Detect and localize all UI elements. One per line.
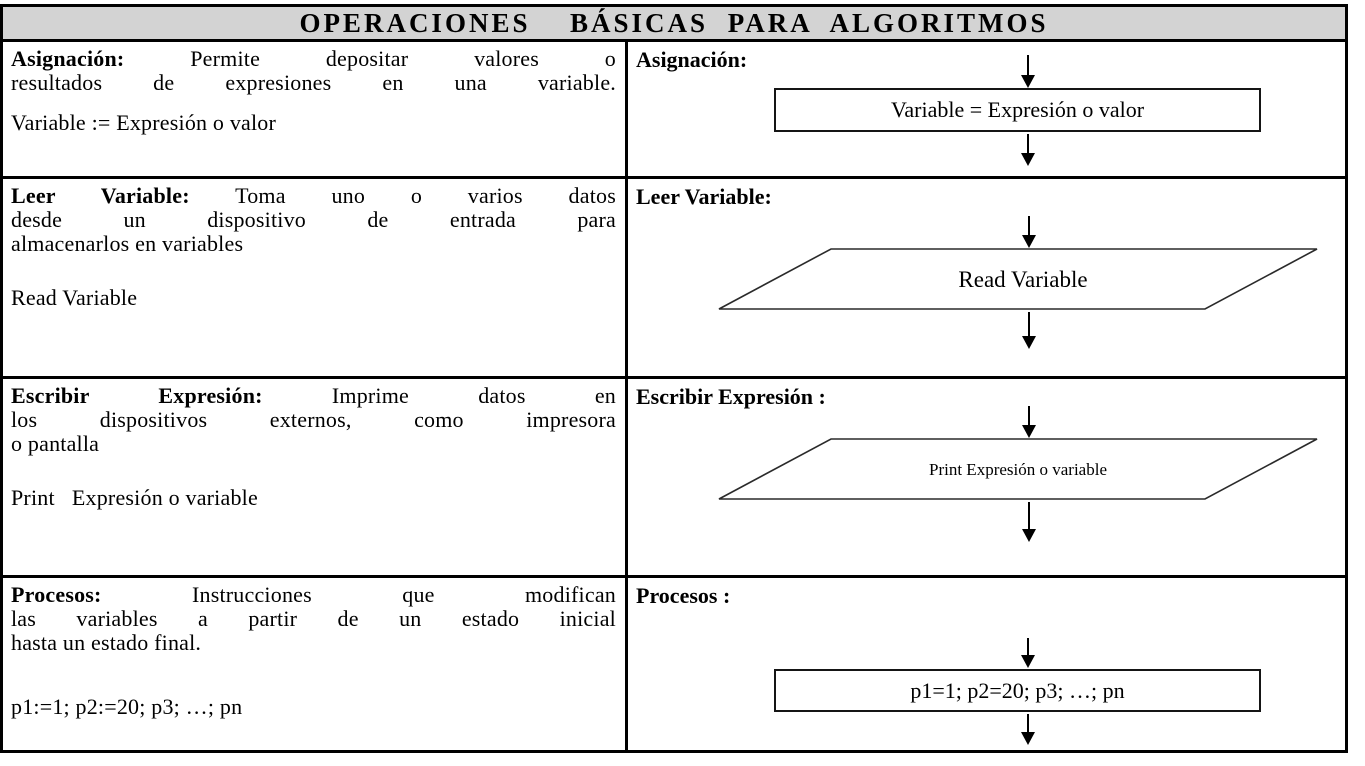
arrow-down-icon	[1028, 312, 1030, 336]
escribir-expresion-term: Escribir Expresión:	[11, 383, 263, 408]
row-escribir-expresion	[3, 379, 1345, 578]
asignacion-syntax: Variable := Expresión o valor	[11, 110, 277, 135]
row-leer-variable	[3, 179, 1345, 379]
definition-text: Toma uno o varios datos	[189, 183, 616, 208]
table-title-text: OPERACIONES BÁSICAS PARA ALGORITMOS	[299, 7, 1049, 38]
flowchart-heading: Escribir Expresión :	[636, 384, 826, 409]
procesos-definition-cell	[3, 578, 628, 750]
process-box	[774, 88, 1261, 132]
definition-line	[11, 384, 616, 408]
leer-variable-flowchart-cell	[628, 179, 1345, 376]
escribir-expresion-flowchart-cell	[628, 379, 1345, 575]
io-parallelogram	[718, 248, 1318, 310]
arrow-down-icon	[1028, 406, 1030, 425]
escribir-expresion-syntax: Print Expresión o variable	[11, 485, 258, 510]
flowchart-heading: Leer Variable:	[636, 184, 772, 209]
definition-line	[11, 184, 616, 208]
definition-text: Imprime datos en	[262, 383, 617, 408]
flowchart-heading: Procesos :	[636, 583, 731, 608]
definition-line: hasta un estado final.	[11, 630, 202, 655]
leer-variable-syntax: Read Variable	[11, 285, 138, 310]
definition-line	[11, 47, 616, 71]
arrow-down-icon	[1027, 55, 1029, 75]
arrow-down-icon	[1028, 502, 1030, 529]
definition-line: almacenarlos en variables	[11, 231, 244, 256]
definition-line: desde un dispositivo de entrada para	[11, 207, 616, 232]
table-title	[3, 7, 1345, 42]
row-asignacion	[3, 42, 1345, 179]
row-procesos	[3, 578, 1345, 750]
definition-line	[11, 583, 616, 607]
procesos-flowchart-cell	[628, 578, 1345, 750]
arrow-down-icon	[1028, 216, 1030, 235]
io-parallelogram	[718, 438, 1318, 500]
flowchart-shape-label: Variable = Expresión o valor	[890, 97, 1145, 122]
escribir-expresion-definition-cell	[3, 379, 628, 575]
flowchart-shape-label: Read Variable	[958, 267, 1088, 292]
definition-line: las variables a partir de un estado inicial	[11, 606, 616, 631]
operations-table	[0, 4, 1348, 753]
definition-line: o pantalla	[11, 431, 100, 456]
flowchart-heading: Asignación:	[636, 47, 748, 72]
procesos-term: Procesos:	[11, 582, 102, 607]
definition-line: los dispositivos externos, como impresora	[11, 407, 616, 432]
process-box	[774, 669, 1261, 712]
asignacion-term: Asignación:	[11, 46, 125, 71]
definition-line: resultados de expresiones en una variable.	[11, 70, 616, 95]
arrow-down-icon	[1027, 638, 1029, 655]
flowchart-shape-label: p1=1; p2=20; p3; …; pn	[910, 677, 1125, 703]
asignacion-flowchart-cell	[628, 42, 1345, 176]
definition-text: Permite depositar valores o	[124, 46, 616, 71]
definition-text: Instrucciones que modifican	[101, 582, 616, 607]
leer-variable-definition-cell	[3, 179, 628, 376]
arrow-down-icon	[1027, 134, 1029, 153]
arrow-down-icon	[1027, 714, 1029, 732]
flowchart-shape-label: Print Expresión o variable	[929, 460, 1107, 479]
asignacion-definition-cell	[3, 42, 628, 176]
procesos-syntax: p1:=1; p2:=20; p3; …; pn	[11, 694, 243, 719]
leer-variable-term: Leer Variable:	[11, 183, 190, 208]
